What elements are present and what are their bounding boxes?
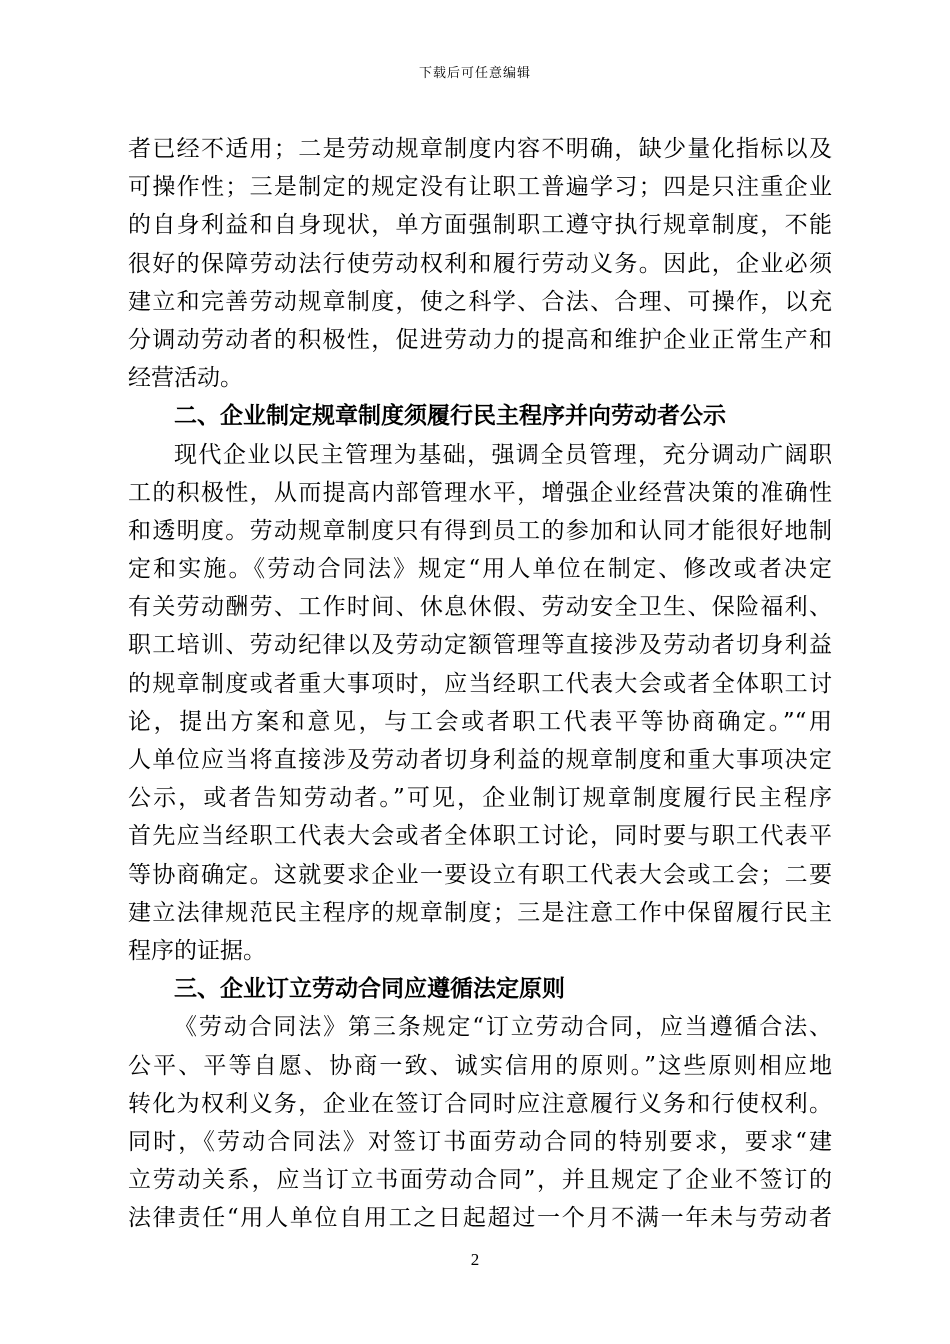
text-line: 定和实施。《劳动合同法》规定“用人单位在制定、修改或者决定: [128, 556, 832, 583]
text-line: 的自身利益和自身现状，单方面强制职工遵守执行规章制度，不能: [128, 212, 832, 239]
text-line: 同时，《劳动合同法》对签订书面劳动合同的特别要求，要求“建: [128, 1128, 832, 1155]
text-line: 程序的证据。: [128, 937, 266, 964]
page-header: 下载后可任意编辑: [418, 66, 531, 81]
text-line: 《劳动合同法》第三条规定“订立劳动合同，应当遵循合法、: [174, 1014, 832, 1041]
text-line: 职工培训、劳动纪律以及劳动定额管理等直接涉及劳动者切身利益: [128, 632, 832, 659]
text-line: 公平、平等自愿、协商一致、诚实信用的原则。”这些原则相应地: [128, 1052, 832, 1079]
document-body: [128, 130, 832, 1237]
text-line: 论，提出方案和意见，与工会或者职工代表平等协商确定。”“用: [128, 708, 832, 735]
text-line: 经营活动。: [128, 365, 243, 392]
text-line: 有关劳动酬劳、工作时间、休息休假、劳动安全卫生、保险福利、: [128, 594, 832, 621]
text-line: 的规章制度或者重大事项时，应当经职工代表大会或者全体职工讨: [128, 670, 832, 697]
text-line: 很好的保障劳动法行使劳动权利和履行劳动义务。因此，企业必须: [128, 250, 832, 277]
text-line: 和透明度。劳动规章制度只有得到员工的参加和认同才能很好地制: [128, 517, 832, 544]
text-line: 现代企业以民主管理为基础，强调全员管理，充分调动广阔职: [174, 441, 832, 468]
text-line: 转化为权利义务，企业在签订合同时应注意履行义务和行使权利。: [128, 1090, 832, 1117]
text-line: 建立法律规范民主程序的规章制度；三是注意工作中保留履行民主: [128, 899, 832, 926]
text-line: 工的积极性，从而提高内部管理水平，增强企业经营决策的准确性: [128, 479, 832, 506]
text-line: 等协商确定。这就要求企业一要设立有职工代表大会或工会；二要: [128, 861, 832, 888]
text-line: 者已经不适用；二是劳动规章制度内容不明确，缺少量化指标以及: [128, 136, 832, 162]
text-line: 公示，或者告知劳动者。”可见，企业制订规章制度履行民主程序: [128, 785, 832, 812]
text-line: 建立和完善劳动规章制度，使之科学、合法、合理、可操作，以充: [128, 288, 832, 315]
section-heading-2: 二、企业制定规章制度须履行民主程序并向劳动者公示: [174, 403, 726, 430]
text-line: 立劳动关系，应当订立书面劳动合同”，并且规定了企业不签订的: [128, 1167, 832, 1194]
text-line: 人单位应当将直接涉及劳动者切身利益的规章制度和重大事项决定: [128, 747, 832, 773]
text-line: 首先应当经职工代表大会或者全体职工讨论，同时要与职工代表平: [128, 823, 832, 850]
text-line: 分调动劳动者的积极性，促进劳动力的提高和维护企业正常生产和: [128, 326, 832, 353]
text-line: 可操作性；三是制定的规定没有让职工普遍学习；四是只注重企业: [128, 174, 832, 201]
page-number: 2: [470, 1250, 480, 1269]
text-line: 法律责任“用人单位自用工之日起超过一个月不满一年未与劳动者: [128, 1205, 832, 1232]
section-heading-3: 三、企业订立劳动合同应遵循法定原则: [174, 976, 565, 1003]
